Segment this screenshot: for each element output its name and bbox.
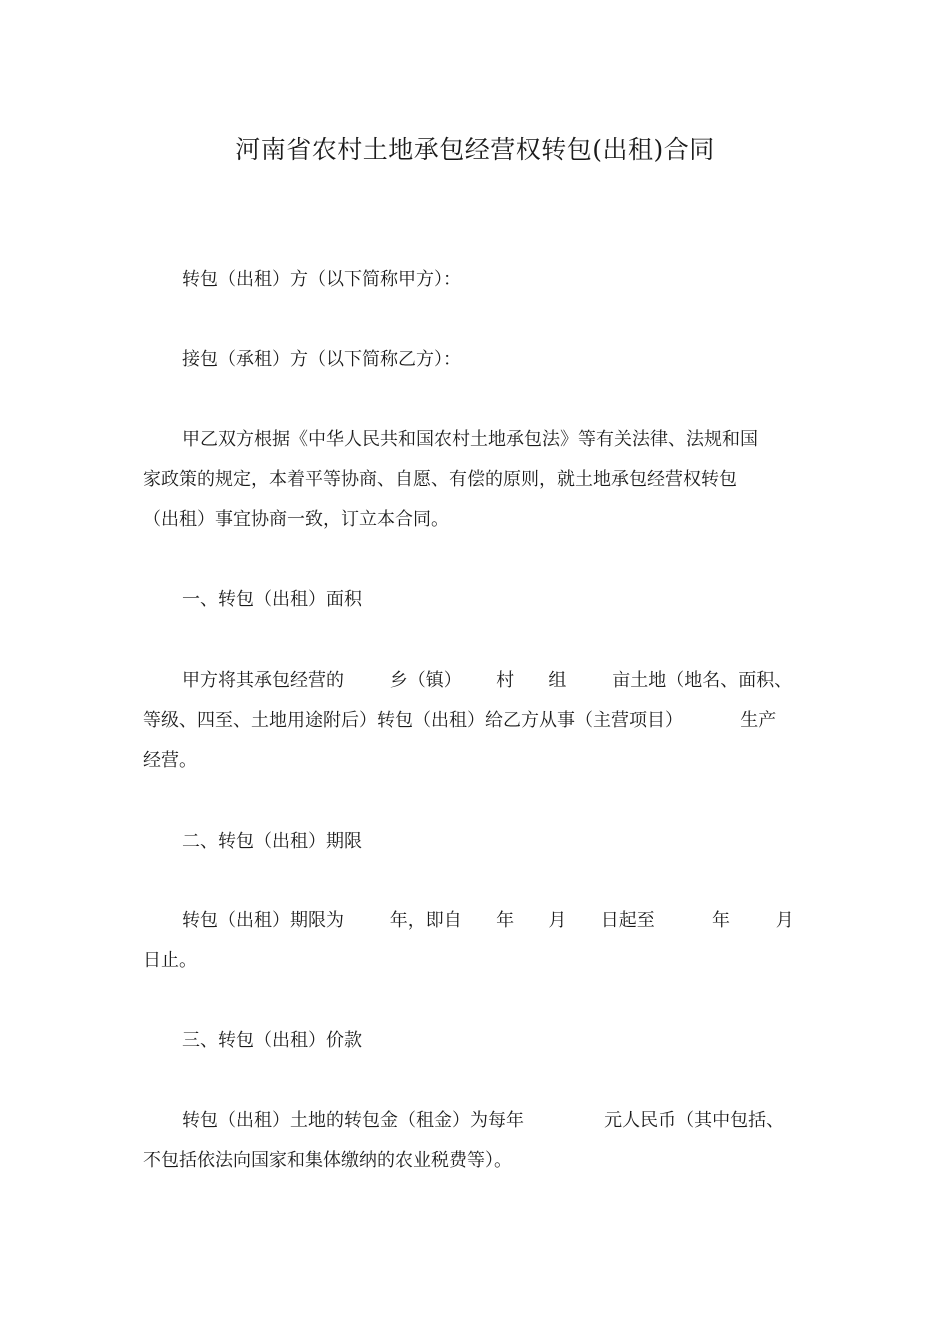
party-a-line	[143, 260, 813, 300]
party-b-text: 接包（承租）方（以下简称乙方）：	[182, 349, 461, 370]
section-2-line-1: 转包（出租）期限为 年，即自 年 月 日起至 年 月	[182, 910, 794, 931]
party-a-text: 转包（出租）方（以下简称甲方）：	[182, 269, 461, 290]
section-1-line-2: 等级、四至、土地用途附后）转包（出租）给乙方从事（主营项目） 生产	[143, 710, 777, 731]
preamble-line-3: （出租）事宜协商一致，订立本合同。	[143, 509, 449, 530]
party-b-line	[143, 340, 813, 380]
preamble-line-1: 甲乙双方根据《中华人民共和国农村土地承包法》等有关法律、法规和国	[182, 429, 758, 450]
section-1-heading-text: 一、转包（出租）面积	[182, 589, 362, 610]
section-3-heading	[143, 1021, 813, 1061]
section-1-line-3: 经营。	[143, 750, 197, 771]
section-1-heading	[143, 580, 813, 620]
section-3-body	[143, 1101, 813, 1181]
section-1-line-1: 甲方将其承包经营的 乡（镇） 村 组 亩土地（地名、面积、	[182, 670, 793, 691]
preamble-paragraph	[143, 420, 813, 540]
section-2-heading	[143, 822, 813, 862]
section-2-heading-text: 二、转包（出租）期限	[182, 831, 362, 852]
section-2-body	[143, 901, 813, 981]
section-2-line-2: 日止。	[143, 950, 197, 971]
section-1-body	[143, 661, 813, 781]
section-3-line-2: 不包括依法向国家和集体缴纳的农业税费等）。	[143, 1150, 512, 1171]
preamble-line-2: 家政策的规定，本着平等协商、自愿、有偿的原则，就土地承包经营权转包	[143, 469, 737, 490]
section-3-heading-text: 三、转包（出租）价款	[182, 1030, 362, 1051]
document-title: 河南省农村土地承包经营权转包(出租)合同	[235, 135, 715, 164]
section-3-line-1: 转包（出租）土地的转包金（租金）为每年 元人民币（其中包括、	[182, 1110, 785, 1131]
